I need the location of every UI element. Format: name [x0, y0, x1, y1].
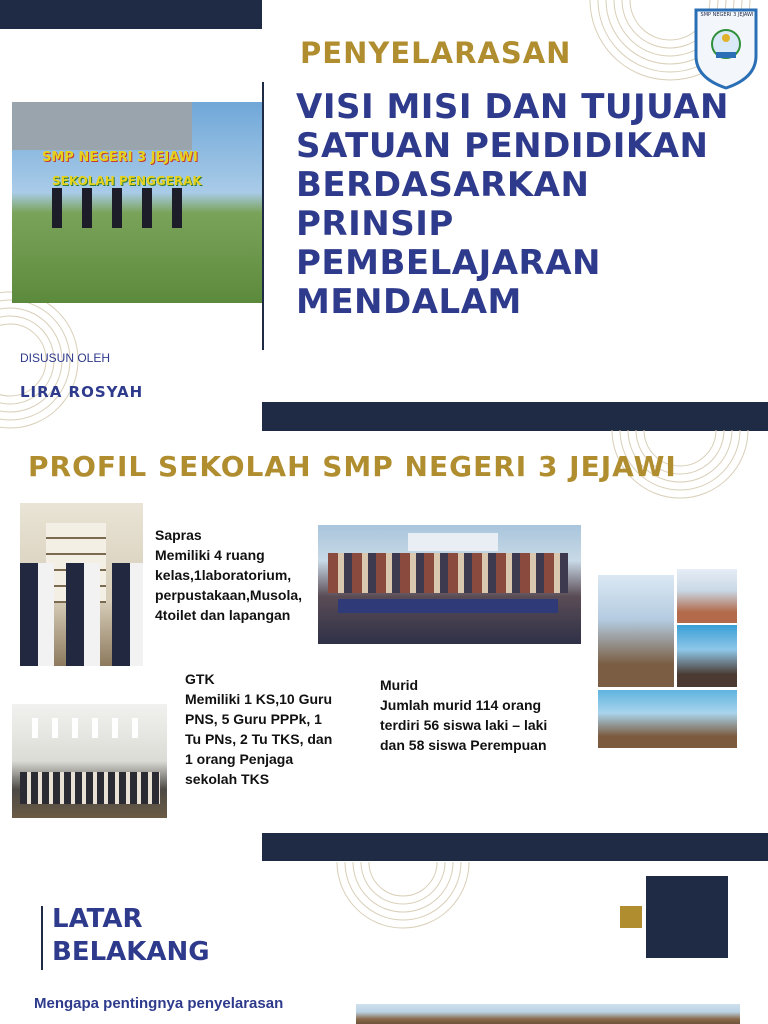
background-subtext: Mengapa pentingnya penyelarasan [34, 995, 284, 1012]
gtk-label: GTK [185, 671, 215, 687]
gtk-line: PNS, 5 Guru PPPk, 1 [185, 711, 322, 727]
students-figures [20, 563, 143, 666]
gtk-block [185, 669, 355, 789]
murid-line: Jumlah murid 114 orang [380, 697, 542, 713]
top-left-bar [0, 0, 262, 29]
library-photo [20, 503, 143, 666]
gtk-line: 1 orang Penjaga [185, 751, 294, 767]
vertical-divider [262, 82, 264, 350]
author-name: LIRA ROSYAH [20, 383, 144, 401]
heading-accent-line [41, 906, 43, 970]
banner [408, 533, 498, 551]
sapras-line: kelas,1laboratorium, [155, 567, 292, 583]
murid-block [380, 675, 580, 755]
classroom-photo [356, 1004, 740, 1024]
roof-shape [12, 102, 192, 150]
sapras-line: perpustakaan,Musola, [155, 587, 303, 603]
meeting-photo [318, 525, 581, 644]
sapras-line: Memiliki 4 ruang [155, 547, 265, 563]
collage-photo-2 [677, 569, 737, 623]
cover-title-line: SATUAN PENDIDIKAN [296, 126, 709, 166]
murid-label: Murid [380, 677, 419, 693]
background-heading [52, 903, 210, 969]
background-heading-line: LATAR [52, 904, 143, 934]
gtk-line: Memiliki 1 KS,10 Guru [185, 691, 333, 707]
ceiling-lights [32, 718, 142, 738]
people-row [328, 553, 568, 593]
logo-text: SMP NEGERI 3 JEJAWI [700, 12, 754, 18]
sapras-block [155, 525, 315, 625]
sapras-line: 4toilet dan lapangan [155, 607, 291, 623]
students-figures [52, 188, 202, 228]
sign-text-1: SMP NEGERI 3 JEJAWI [42, 150, 198, 165]
cover-title [296, 88, 736, 322]
section-divider-bar-1 [262, 402, 768, 431]
sign-text-2: SEKOLAH PENGGERAK [52, 174, 202, 188]
murid-line: dan 58 siswa Perempuan [380, 737, 547, 753]
collage-photo-4 [598, 690, 737, 748]
cover-title-line: VISI MISI DAN TUJUAN [296, 87, 730, 127]
background-heading-line: BELAKANG [52, 937, 210, 967]
school-sign-photo [12, 102, 262, 303]
table [338, 599, 558, 613]
cover-title-line: PRINSIP [296, 204, 454, 244]
sapras-label: Sapras [155, 527, 202, 543]
group-photo [12, 704, 167, 818]
gtk-line: Tu PNs, 2 Tu TKS, dan [185, 731, 333, 747]
cover-title-line: PEMBELAJARAN [296, 243, 602, 283]
decor-gold-square [620, 906, 642, 928]
cover-kicker: PENYELARASAN [300, 36, 572, 70]
profile-heading: PROFIL SEKOLAH SMP NEGERI 3 JEJAWI [28, 450, 677, 483]
collage-photo-1 [598, 575, 674, 687]
decor-navy-square [646, 876, 728, 958]
murid-line: terdiri 56 siswa laki – laki [380, 717, 548, 733]
collage-photo-3 [677, 625, 737, 687]
group-figures [20, 772, 160, 804]
gtk-line: sekolah TKS [185, 771, 270, 787]
byline-label: DISUSUN OLEH [20, 351, 111, 365]
section-divider-bar-2 [262, 833, 768, 861]
cover-title-line: BERDASARKAN [296, 165, 590, 205]
cover-title-line: MENDALAM [296, 282, 522, 322]
wave-rings-bottom [318, 862, 488, 932]
